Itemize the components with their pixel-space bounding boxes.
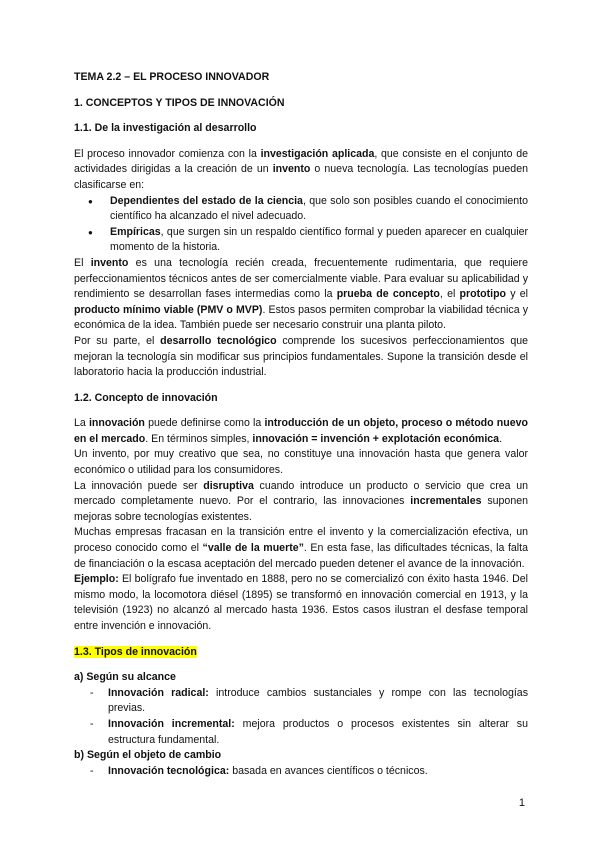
dash-list	[74, 686, 528, 748]
paragraph: Por su parte, el desarrollo tecnológico comprende los sucesivos perfeccionamientos que mejoran la tecnología sin modificar sus principios fundamentales. Supone la transición desde el laboratorio hacia la producción industrial.	[74, 334, 528, 379]
example-paragraph: Ejemplo: El bolígrafo fue inventado en 1888, pero no se comercializó con éxito hasta 1946. Del mismo modo, la locomotora diésel (1895) se transformó en innovación comercial en 1913, y la televisión (1923) no alcanzó al mercado hasta 1936. Estos casos ilustran el desfase temporal entre invención e innovación.	[74, 573, 528, 632]
document-title: TEMA 2.2 – EL PROCESO INNOVADOR	[74, 71, 270, 83]
list-item: - Innovación radical: introduce cambios sustanciales y rompe con las tecnologías previas.	[108, 686, 528, 717]
list-item: ● Dependientes del estado de la ciencia, que solo son posibles cuando el conocimiento científico ha alcanzado el nivel adecuado.	[110, 194, 528, 225]
page-number: 1	[518, 797, 525, 809]
document-page	[74, 70, 528, 779]
subsection-a-heading: a) Según su alcance	[74, 671, 176, 684]
paragraph: La innovación puede definirse como la introducción de un objeto, proceso o método nuevo en el mercado. En términos simples, innovación = invención + explotación económica.	[74, 417, 528, 445]
list-item: - Innovación incremental: mejora productos o procesos existentes sin alterar su estructura fundamental.	[108, 717, 528, 748]
paragraph: La innovación puede ser disruptiva cuando introduce un producto o servicio que crea un mercado completamente nuevo. Por el contrario, las innovaciones incrementales suponen mejoras sobre tecnologías existentes.	[74, 479, 528, 523]
bullet-list	[74, 194, 528, 256]
section-1-heading: 1. CONCEPTOS Y TIPOS DE INNOVACIÓN	[74, 96, 285, 109]
paragraph: El proceso innovador comienza con la investigación aplicada, que consiste en el conjunto de actividades dirigidas a la creación de un invento o nueva tecnología. Las tecnologías pueden clasificarse en:	[74, 147, 528, 191]
list-item: - Innovación tecnológica: basada en avances científicos o técnicos.	[108, 764, 528, 780]
paragraph: Un invento, por muy creativo que sea, no constituye una innovación hasta que genera valor económico o utilidad para los consumidores.	[74, 448, 528, 477]
paragraph: El invento es una tecnología recién creada, frecuentemente rudimentaria, que requiere perfeccionamientos técnicos antes de ser comercialmente viable. Para evaluar su aplicabilidad y rendimiento se desarrollan fases intermedias como la prueba de concepto, el prototipo y el producto mínimo viable (PMV o MVP). Estos pasos permiten comprobar la viabilidad técnica y económica de la idea. También puede ser necesario construir una planta piloto.	[74, 256, 528, 332]
section-1-2-heading: 1.2. Concepto de innovación	[74, 391, 218, 404]
subsection-b-heading: b) Según el objeto de cambio	[74, 749, 222, 762]
section-1-1-heading: 1.1. De la investigación al desarrollo	[74, 122, 257, 135]
paragraph: Muchas empresas fracasan en la transición entre el invento y la comercialización efectiva, un proceso conocido como el “valle de la muerte”. En esta fase, las dificultades técnicas, la falta de financiación o la escasa aceptación del mercado pueden detener el avance de la innovación.	[74, 526, 528, 570]
dash-list	[74, 764, 528, 780]
section-1-3-heading: 1.3. Tipos de innovación	[74, 645, 197, 658]
list-item: ● Empíricas, que surgen sin un respaldo científico formal y pueden aparecer en cualquier momento de la historia.	[110, 225, 528, 256]
